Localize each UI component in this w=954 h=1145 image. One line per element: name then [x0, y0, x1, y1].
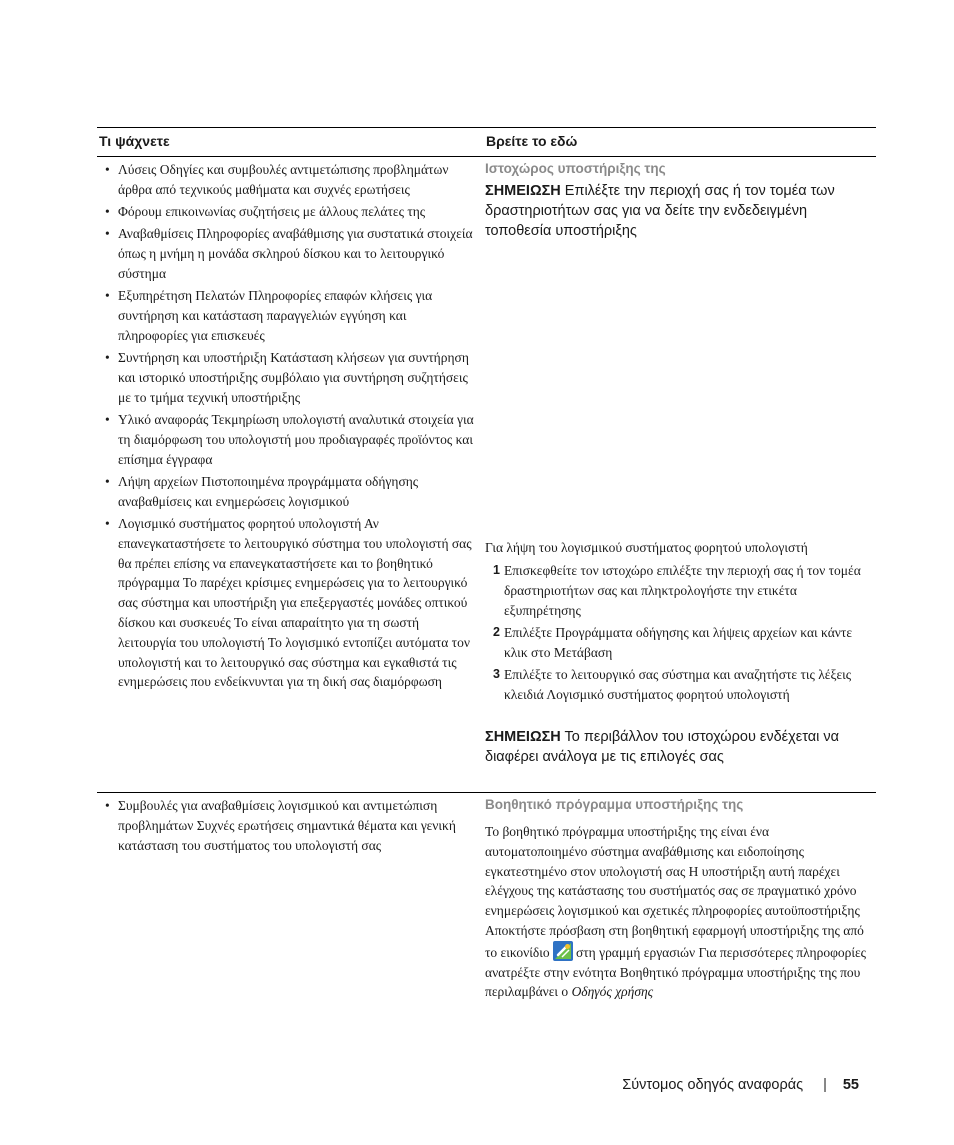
page-number: 55	[842, 1077, 859, 1093]
note-text: Επιλέξτε την περιοχή σας ή τον τομέα των δραστηριοτήτων σας για να δείτε την ενδεδειγμένη τοποθεσία υποστήριξης	[485, 183, 835, 239]
row2-topic-list	[99, 796, 477, 855]
note-site-environment	[485, 727, 873, 767]
row1-topic-list	[99, 160, 477, 692]
list-item: • Εξυπηρέτηση Πελατών Πληροφορίες επαφών κλήσεις για συντήρηση και κατάσταση παραγγελιών εγγύηση και πληροφορίες για επισκευές	[105, 288, 433, 343]
table-header	[97, 127, 876, 157]
page-footer	[622, 1077, 859, 1093]
step-item: 2 Επιλέξτε Προγράμματα οδήγησης και λήψεις αρχείων και κάντε κλικ στο Μετάβαση	[493, 624, 852, 660]
list-item: • Συντήρηση και υποστήριξη Κατάσταση κλήσεων για συντήρηση και ιστορικό υποστήριξης συμβόλαιο για συντήρηση συζητήσεις με το τμήμα τεχνική υποστήριξης	[105, 350, 469, 405]
list-item: • Λήψη αρχείων Πιστοποιημένα προγράμματα οδήγησης αναβαθμίσεις και ενημερώσεις λογισμικού	[105, 473, 419, 509]
note-text: Το περιβάλλον του ιστοχώρου ενδέχεται να διαφέρει ανάλογα με τις επιλογές σας	[485, 729, 840, 765]
row2-left-cell	[99, 796, 477, 858]
support-site-title: Ιστοχώρος υποστήριξης της	[485, 161, 666, 176]
footer-title: Σύντομος οδηγός αναφοράς	[622, 1077, 804, 1093]
note-label: ΣΗΜΕΙΩΣΗ	[485, 729, 561, 745]
guide-title: Οδηγός χρήσης	[571, 984, 654, 1000]
resources-table	[97, 127, 876, 1033]
list-item: • Φόρουμ επικοινωνίας συζητήσεις με άλλους πελάτες της	[105, 204, 426, 220]
download-intro: Για λήψη του λογισμικού συστήματος φορητού υπολογιστή	[485, 540, 808, 555]
header-find-it-here: Βρείτε το εδώ	[486, 133, 578, 149]
list-item: • Συμβουλές για αναβαθμίσεις λογισμικού και αντιμετώπιση προβλημάτων Συχνές ερωτήσεις σημαντικά θέματα και γενική κατάσταση του συστήματος του υπολογιστή σας	[105, 798, 456, 853]
list-item: • Αναβαθμίσεις Πληροφορίες αναβάθμισης για συστατικά στοιχεία όπως η μνήμη η μονάδα σκληρού δίσκου και το λειτουργικό σύστημα	[105, 226, 473, 281]
support-utility-paragraph: Το βοηθητικό πρόγραμμα υποστήριξης της είναι ένα αυτοματοποιημένο σύστημα αναβάθμισης και ειδοποίησης εγκατεστημένο στον υπολογιστή σας Η υποστήριξη αυτή παρέχει ελέγχους της κατάστασης του συστήματός σας σε πραγματικό χρόνο ενημερώσεις λογισμικού και σχετικές πληροφορίες αυτοϋποστήριξης Αποκτήστε πρόσβαση στη βοηθητική εφαρμογή υποστήριξης της από το εικονίδιο στη γραμμή εργασιών Για περισσότερες πληροφορίες ανατρέξτε στην ενότητα Βοηθητικό πρόγραμμα υποστήριξης της που περιλαμβάνει ο Οδηγός χρήσης	[485, 824, 867, 1000]
header-what-you-look-for: Τι ψάχνετε	[99, 133, 170, 149]
footer-separator: |	[823, 1077, 827, 1093]
table-row	[97, 157, 876, 793]
support-utility-taskbar-icon	[553, 941, 573, 961]
step-item: 3 Επιλέξτε το λειτουργικό σας σύστημα και αναζητήστε τις λέξεις κλειδιά Λογισμικό συστήματος φορητού υπολογιστή	[493, 666, 852, 702]
note-region-selection	[485, 181, 873, 241]
row1-left-cell	[99, 160, 477, 695]
list-item: • Υλικό αναφοράς Τεκμηρίωση υπολογιστή αναλυτικά στοιχεία για τη διαμόρφωση του υπολογιστή μου προδιαγραφές προϊόντος και επίσημα έγγραφα	[105, 412, 474, 467]
list-item: • Λύσεις Οδηγίες και συμβουλές αντιμετώπισης προβλημάτων άρθρα από τεχνικούς μαθήματα και συχνές ερωτήσεις	[105, 162, 449, 197]
support-utility-title: Βοηθητικό πρόγραμμα υποστήριξης της	[485, 797, 744, 812]
step-item: 1 Επισκεφθείτε τον ιστοχώρο επιλέξτε την περιοχή σας ή τον τομέα δραστηριοτήτων σας και πληκτρολογήστε την ετικέτα εξυπηρέτησης	[493, 563, 861, 618]
table-row	[97, 793, 876, 1033]
download-steps	[485, 561, 873, 707]
note-label: ΣΗΜΕΙΩΣΗ	[485, 183, 561, 199]
list-item: • Λογισμικό συστήματος φορητού υπολογιστή Αν επανεγκαταστήσετε το λειτουργικό σύστημα του υπολογιστή σας θα πρέπει επίσης να επανεγκαταστήσετε και το βοηθητικό πρόγραμμα Το παρέχει κρίσιμες ενημερώσεις για το λειτουργικό σας σύστημα και υποστήριξη για επεξεργαστές μονάδες οπτικού δίσκου και συσκευές Το είναι απαραίτητο για τη σωστή λειτουργία του υπολογιστή Το λογισμικό εντοπίζει αυτόματα τον υπολογιστή και το λειτουργικό σας σύστημα και εγκαθιστά τις ενημερώσεις που ενδείκνυνται για τη δική σας διαμόρφωση	[105, 516, 472, 690]
